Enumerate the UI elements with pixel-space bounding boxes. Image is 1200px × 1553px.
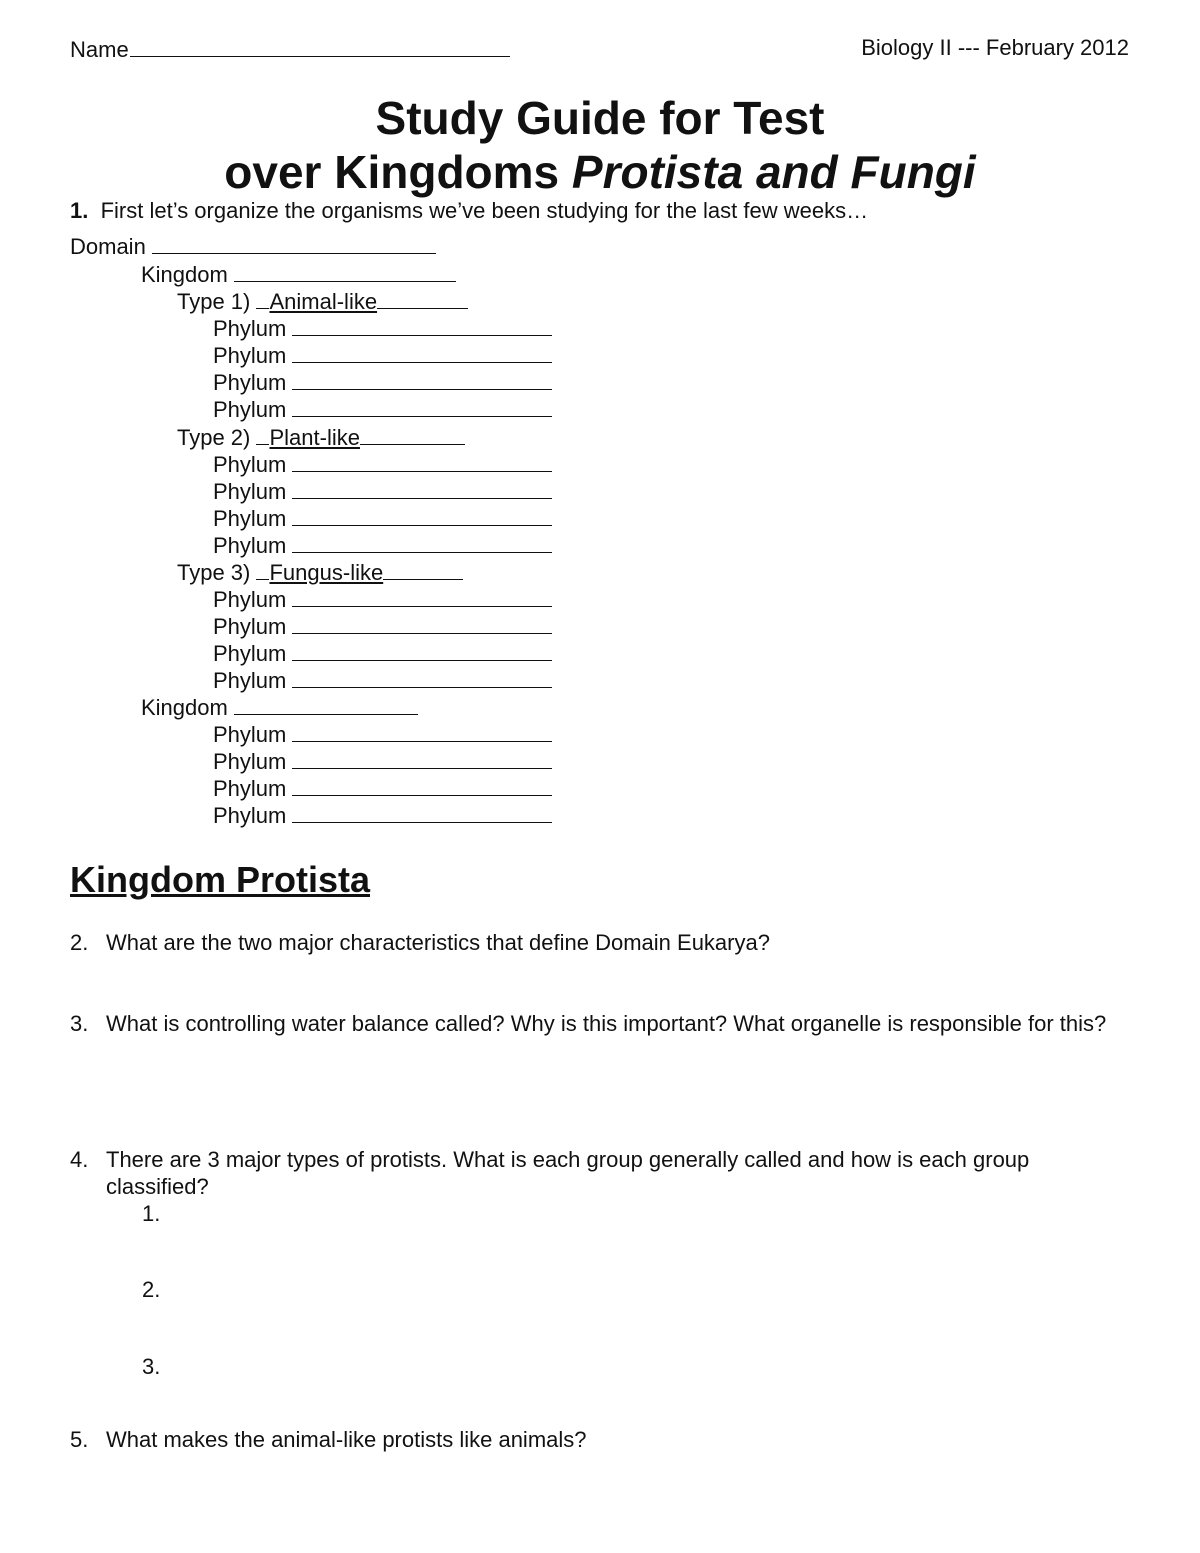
question-2-number: 2.: [70, 930, 89, 955]
question-3-number: 3.: [70, 1011, 89, 1036]
phylum-blank[interactable]: [292, 667, 552, 688]
type-2-label: Type 2): [177, 425, 257, 450]
question-1: [70, 198, 868, 224]
phylum-label: Phylum: [213, 722, 287, 747]
outline-type-3: [177, 559, 463, 586]
type-2-blank-tail: [360, 424, 465, 445]
phylum-label: Phylum: [213, 803, 287, 828]
phylum-row: [213, 775, 552, 802]
phylum-blank[interactable]: [292, 505, 552, 526]
phylum-label: Phylum: [213, 316, 287, 341]
question-4-number: 4.: [70, 1147, 89, 1172]
phylum-row: [213, 721, 552, 748]
phylum-blank[interactable]: [292, 451, 552, 472]
question-5: [70, 1426, 1120, 1453]
kingdom-blank[interactable]: [234, 694, 418, 715]
phylum-label: Phylum: [213, 479, 287, 504]
phylum-row: [213, 586, 552, 613]
phylum-row: [213, 532, 552, 559]
question-4-subitem: 3.: [142, 1354, 161, 1379]
question-1-number: 1.: [70, 198, 89, 223]
phylum-label: Phylum: [213, 668, 287, 693]
phylum-row: [213, 315, 552, 342]
phylum-label: Phylum: [213, 397, 287, 422]
phylum-row: [213, 748, 552, 775]
phylum-row: [213, 451, 552, 478]
phylum-blank[interactable]: [292, 586, 552, 607]
question-2-text: What are the two major characteristics that define Domain Eukarya?: [106, 930, 770, 955]
question-4-text: There are 3 major types of protists. What is each group generally called and how is each group classified?: [106, 1147, 1030, 1199]
phylum-label: Phylum: [213, 452, 287, 477]
outline-domain-label: Domain: [70, 234, 146, 259]
phylum-label: Phylum: [213, 776, 287, 801]
course-date: Biology II --- February 2012: [861, 35, 1129, 60]
phylum-row: [213, 613, 552, 640]
phylum-label: Phylum: [213, 641, 287, 666]
outline-type-2: [177, 424, 465, 451]
phylum-blank[interactable]: [292, 478, 552, 499]
type-1-label: Type 1): [177, 289, 257, 314]
outline-kingdom-1: [141, 261, 456, 288]
question-3: [70, 1010, 1120, 1037]
outline-kingdom-label: Kingdom: [141, 695, 228, 720]
question-5-text: What makes the animal-like protists like animals?: [106, 1427, 587, 1452]
phylum-label: Phylum: [213, 587, 287, 612]
question-4: [70, 1146, 1120, 1200]
phylum-blank[interactable]: [292, 640, 552, 661]
name-blank[interactable]: [130, 34, 510, 57]
phylum-row: [213, 369, 552, 396]
name-field: [70, 34, 510, 64]
phylum-label: Phylum: [213, 533, 287, 558]
phylum-row: [213, 640, 552, 667]
name-label: Name: [70, 37, 129, 62]
phylum-blank[interactable]: [292, 396, 552, 417]
domain-blank[interactable]: [152, 233, 436, 254]
type-3-label: Type 3): [177, 560, 257, 585]
phylum-label: Phylum: [213, 370, 287, 395]
phylum-blank[interactable]: [292, 748, 552, 769]
phylum-label: Phylum: [213, 343, 287, 368]
phylum-blank[interactable]: [292, 721, 552, 742]
phylum-row: [213, 802, 552, 829]
outline-type-1: [177, 288, 468, 315]
question-1-text: First let’s organize the organisms we’ve been studying for the last few weeks…: [100, 198, 869, 223]
title-line-2: [0, 145, 1200, 199]
phylum-blank[interactable]: [292, 802, 552, 823]
question-4-subitem: 2.: [142, 1277, 161, 1302]
title-line-1: Study Guide for Test: [375, 92, 825, 144]
type-3-blank-tail: [383, 559, 463, 580]
phylum-row: [213, 505, 552, 532]
type-1-blank-lead: [256, 288, 269, 309]
phylum-blank[interactable]: [292, 532, 552, 553]
phylum-label: Phylum: [213, 614, 287, 639]
phylum-row: [213, 478, 552, 505]
type-3-value: Fungus-like: [269, 560, 384, 585]
outline-kingdom-2: [141, 694, 418, 721]
title-line-2-italic: Protista and Fungi: [571, 146, 976, 198]
title-line-2-prefix: over Kingdoms: [224, 146, 572, 198]
phylum-blank[interactable]: [292, 342, 552, 363]
question-4-subitem: 1.: [142, 1201, 161, 1226]
question-2: [70, 929, 1120, 956]
question-3-text: What is controlling water balance called? Why is this important? What organelle is responsible for this?: [106, 1011, 1107, 1036]
outline-domain: [70, 233, 436, 260]
kingdom-blank[interactable]: [234, 261, 456, 282]
outline-kingdom-label: Kingdom: [141, 262, 228, 287]
phylum-label: Phylum: [213, 749, 287, 774]
phylum-row: [213, 396, 552, 423]
phylum-blank[interactable]: [292, 315, 552, 336]
type-1-value: Animal-like: [269, 289, 378, 314]
type-3-blank-lead: [256, 559, 269, 580]
phylum-blank[interactable]: [292, 613, 552, 634]
phylum-blank[interactable]: [292, 775, 552, 796]
section-heading: Kingdom Protista: [70, 859, 371, 900]
phylum-label: Phylum: [213, 506, 287, 531]
type-1-blank-tail: [377, 288, 468, 309]
type-2-value: Plant-like: [269, 425, 360, 450]
phylum-row: [213, 667, 552, 694]
phylum-row: [213, 342, 552, 369]
question-5-number: 5.: [70, 1427, 89, 1452]
phylum-blank[interactable]: [292, 369, 552, 390]
type-2-blank-lead: [256, 424, 269, 445]
